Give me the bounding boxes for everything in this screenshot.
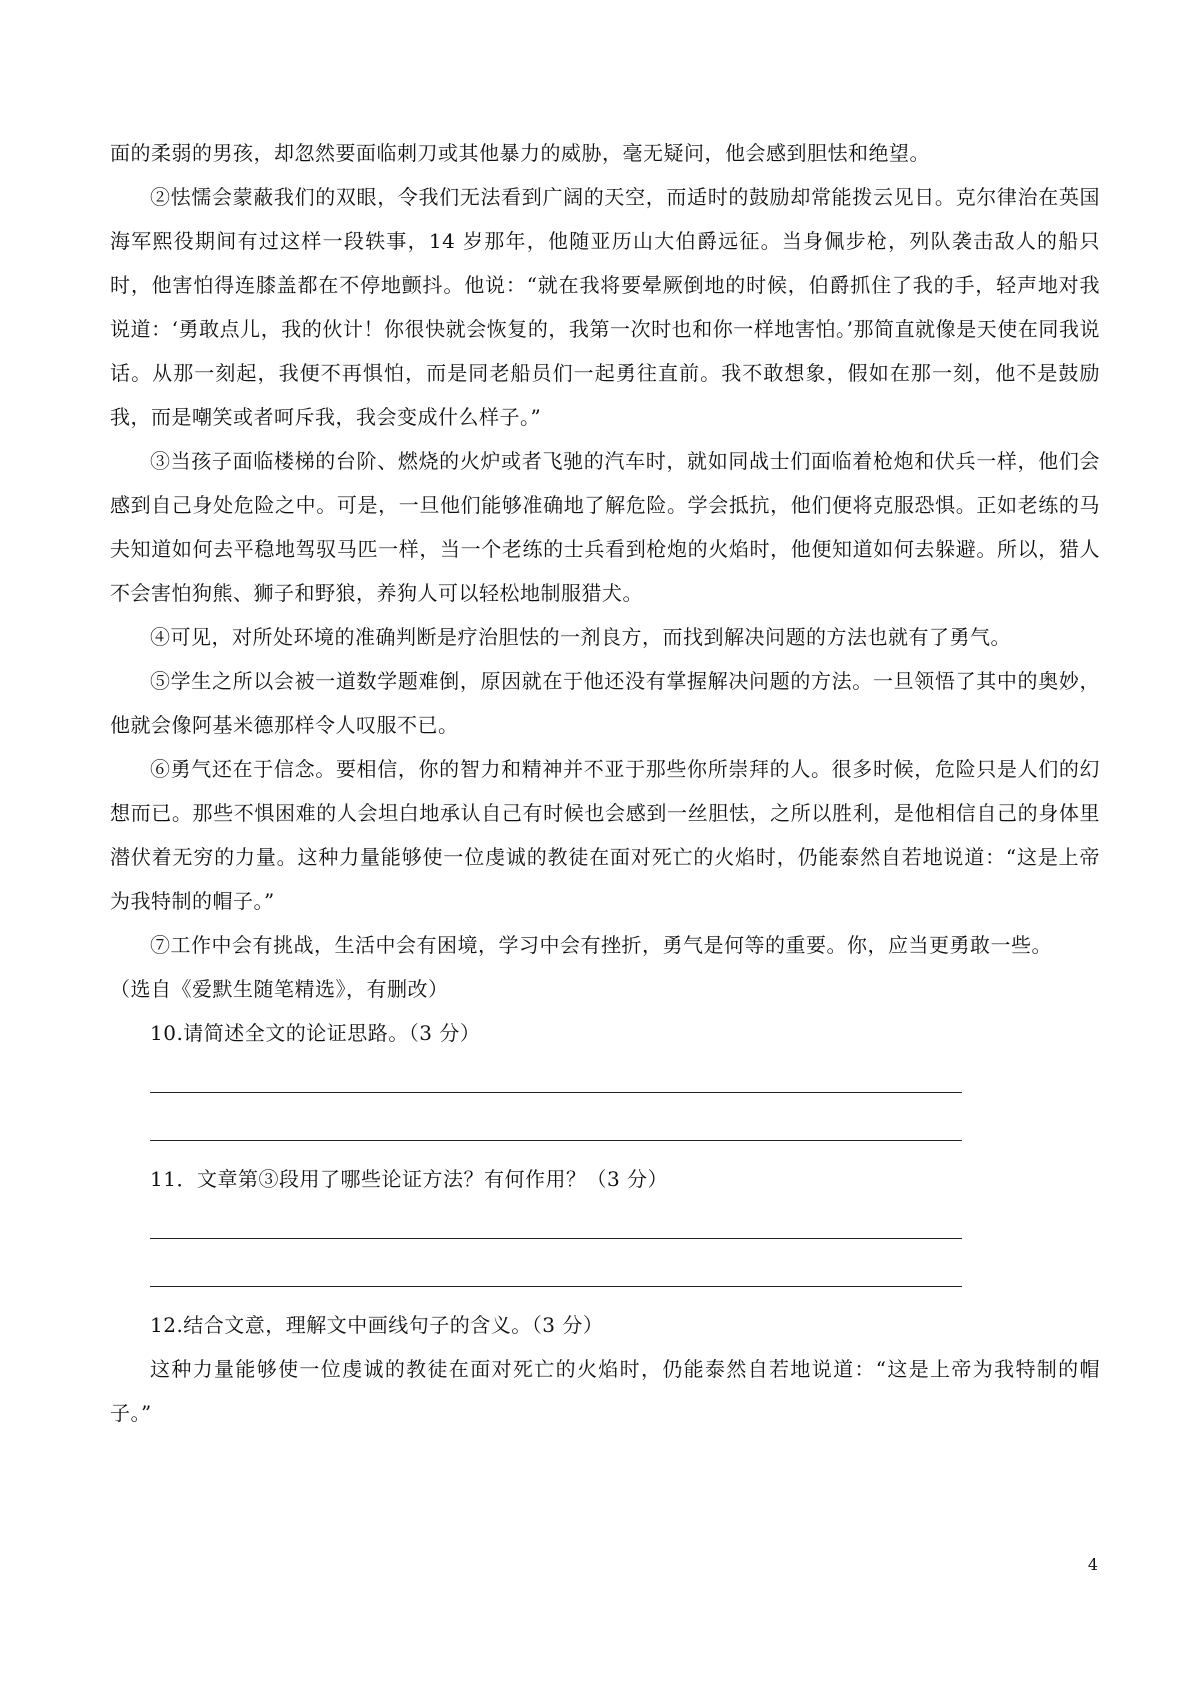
page-number: 4 xyxy=(1087,1555,1098,1574)
answer-line[interactable] xyxy=(110,1249,1100,1297)
question-11: 11．文章第③段用了哪些论证方法？有何作用？（3 分） xyxy=(150,1167,669,1191)
paragraph-6: ⑥勇气还在于信念。要相信，你的智力和精神并不亚于那些你所崇拜的人。很多时候，危险只是人们的幻想而已。那些不惧困难的人会坦白地承认自己有时候也会感到一丝胆怯，之所以胜利，是他相信自己的身体里潜伏着无穷的力量。这种力量能够使一位虔诚的教徒在面对死亡的火焰时，仍能泰然自若地说道：“这是上帝为我特制的帽子。” xyxy=(110,757,1100,913)
article-body xyxy=(110,131,1100,1435)
paragraph-3: ③当孩子面临楼梯的台阶、燃烧的火炉或者飞驰的汽车时，就如同战士们面临着枪炮和伏兵一样，他们会感到自己身处危险之中。可是，一旦他们能够准确地了解危险。学会抵抗，他们便将克服恐惧。正如老练的马夫知道如何去平稳地驾驭马匹一样，当一个老练的士兵看到枪炮的火焰时，他便知道如何去躲避。所以，猎人不会害怕狗熊、狮子和野狼，养狗人可以轻松地制服猎犬。 xyxy=(110,449,1100,605)
paragraph-5: ⑤学生之所以会被一道数学题难倒，原因就在于他还没有掌握解决问题的方法。一旦领悟了其中的奥妙，他就会像阿基米德那样令人叹服不已。 xyxy=(110,669,1100,737)
question-12: 12.结合文意，理解文中画线句子的含义。（3 分） xyxy=(150,1313,604,1337)
paragraph-7: ⑦工作中会有挑战，生活中会有困境，学习中会有挫折，勇气是何等的重要。你，应当更勇敢一些。 xyxy=(150,933,1052,957)
answer-line[interactable] xyxy=(110,1103,1100,1151)
paragraph-4: ④可见，对所处环境的准确判断是疗治胆怯的一剂良方，而找到解决问题的方法也就有了勇气。 xyxy=(150,625,1011,649)
question-10: 10.请简述全文的论证思路。（3 分） xyxy=(150,1021,481,1045)
answer-line[interactable] xyxy=(110,1201,1100,1249)
source-citation: （选自《爱默生随笔精选》，有删改） xyxy=(110,977,449,1001)
answer-line[interactable] xyxy=(110,1055,1100,1103)
question-12-quoted-sentence: 这种力量能够使一位虔诚的教徒在面对死亡的火焰时，仍能泰然自若地说道：“这是上帝为我特制的帽子。” xyxy=(110,1357,1100,1425)
paragraph-2: ②怯懦会蒙蔽我们的双眼，令我们无法看到广阔的天空，而适时的鼓励却常能拨云见日。克尔律治在英国海军熙役期间有过这样一段轶事，14 岁那年，他随亚历山大伯爵远征。当身佩步枪，列队袭击敌人的船只时，他害怕得连膝盖都在不停地颤抖。他说：“就在我将要晕厥倒地的时候，伯爵抓住了我的手，轻声地对我说道：‘勇敢点儿，我的伙计！你很快就会恢复的，我第一次时也和你一样地害怕。’那简直就像是天使在同我说话。从那一刻起，我便不再惧怕，而是同老船员们一起勇往直前。我不敢想象，假如在那一刻，他不是鼓励我，而是嘲笑或者呵斥我，我会变成什么样子。” xyxy=(110,185,1100,429)
paragraph-continued: 面的柔弱的男孩，却忽然要面临刺刀或其他暴力的威胁，毫无疑问，他会感到胆怯和绝望。 xyxy=(110,141,930,165)
